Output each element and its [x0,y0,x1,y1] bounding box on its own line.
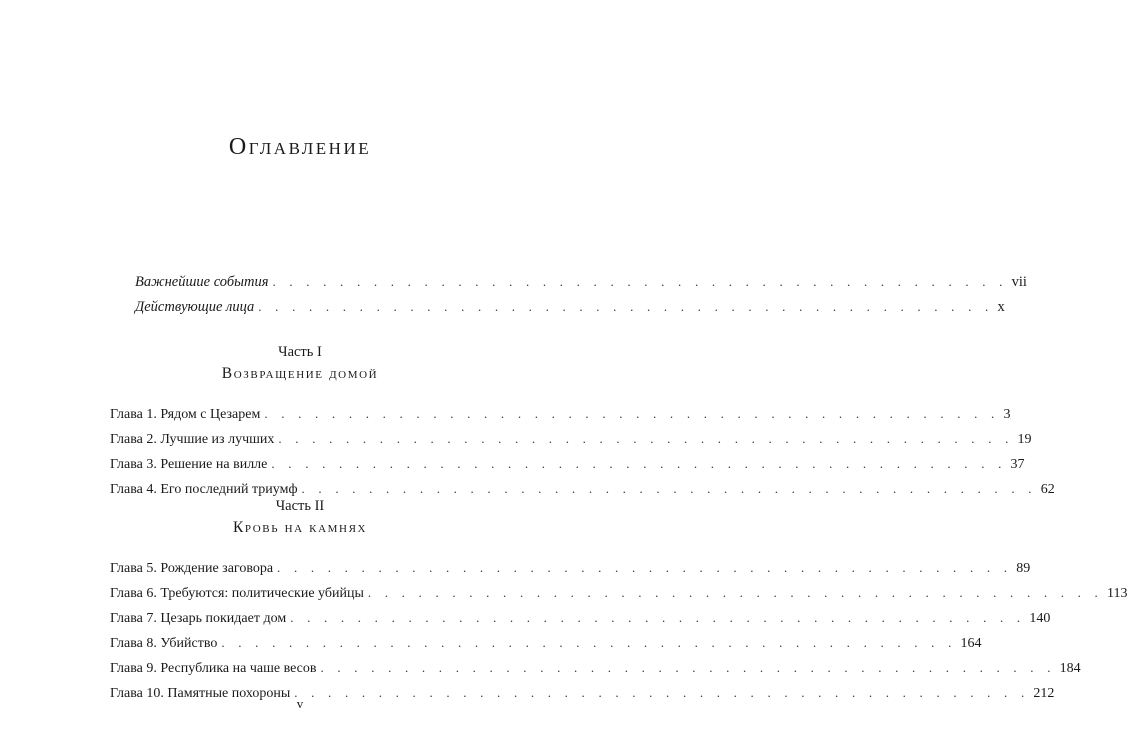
part-label: Часть II [275,498,325,514]
toc-entry [135,270,1027,295]
part-title: Кровь на камнях [232,519,368,536]
toc-entry [110,402,1011,427]
dot-leader: . . . . . . . . . . . . . . . . . . . . . . . . . . . . . . . . . . . . . . . . . . . . [290,610,1026,625]
toc-entry [135,295,1005,320]
toc-entry-label: Глава 2. Лучшие из лучших [110,432,275,447]
toc-entry-page: 89 [1016,561,1031,576]
dot-leader: . . . . . . . . . . . . . . . . . . . . . . . . . . . . . . . . . . . . . . . . . . . . [294,685,1030,700]
toc-entry-label: Глава 10. Памятные похороны [110,686,291,701]
dot-leader: . . . . . . . . . . . . . . . . . . . . . . . . . . . . . . . . . . . . . . . . . . . . [367,585,1104,600]
toc-entry-page: 62 [1040,482,1055,497]
toc-entry [110,427,1032,452]
toc-entry [110,581,1128,606]
toc-entry [110,656,1081,681]
chapter-list [110,556,1128,706]
toc-entry [110,556,1031,581]
toc-entry-label: Глава 7. Цезарь покидает дом [110,611,287,626]
dot-leader: . . . . . . . . . . . . . . . . . . . . . . . . . . . . . . . . . . . . . . . . . . . . [277,560,1013,575]
part-title: Возвращение домой [221,365,379,382]
toc-entry-label: Действующие лица [135,298,255,315]
toc-entry-page: 37 [1010,457,1025,472]
toc-entry-label: Глава 3. Решение на вилле [110,457,268,472]
front-matter-list [135,270,1027,319]
dot-leader: . . . . . . . . . . . . . . . . . . . . . . . . . . . . . . . . . . . . . . . . . . . . [258,298,994,314]
toc-entry-page: 19 [1017,432,1032,447]
dot-leader: . . . . . . . . . . . . . . . . . . . . . . . . . . . . . . . . . . . . . . . . . . . . [320,660,1056,675]
toc-entry-label: Глава 5. Рождение заговора [110,561,274,576]
toc-entry-label: Глава 1. Рядом с Цезарем [110,407,261,422]
toc-entry-label: Глава 6. Требуются: политические убийцы [110,586,364,601]
dot-leader: . . . . . . . . . . . . . . . . . . . . . . . . . . . . . . . . . . . . . . . . . . . . [301,481,1037,496]
toc-entry-page: 212 [1033,686,1055,701]
dot-leader: . . . . . . . . . . . . . . . . . . . . . . . . . . . . . . . . . . . . . . . . . . . . [221,635,957,650]
toc-entry-page: 184 [1059,661,1081,676]
part-two [110,496,1128,706]
dot-leader: . . . . . . . . . . . . . . . . . . . . . . . . . . . . . . . . . . . . . . . . . . . . [264,406,1000,421]
toc-entry [110,452,1025,477]
toc-entry-label: Важнейшие события [135,274,269,290]
toc-entry-label: Глава 4. Его последний триумф [110,482,298,497]
page-title: Оглавление [228,134,372,161]
dot-leader: . . . . . . . . . . . . . . . . . . . . . . . . . . . . . . . . . . . . . . . . . . . . [272,274,1008,289]
toc-entry-page: 140 [1029,611,1051,626]
toc-entry-page: 113 [1107,586,1128,601]
part-one [110,342,1055,502]
toc-entry-label: Глава 8. Убийство [110,636,218,651]
toc-entry-page: 3 [1003,407,1011,422]
chapter-list [110,402,1055,502]
toc-entry-label: Глава 9. Республика на чаше весов [110,661,317,676]
page-number: v [296,696,304,711]
dot-leader: . . . . . . . . . . . . . . . . . . . . . . . . . . . . . . . . . . . . . . . . . . . . [278,431,1014,446]
toc-entry-page: x [997,298,1005,315]
toc-entry-page: 164 [960,636,982,651]
toc-entry [110,606,1051,631]
toc-entry-page: vii [1011,274,1027,290]
toc-entry [110,631,982,656]
dot-leader: . . . . . . . . . . . . . . . . . . . . . . . . . . . . . . . . . . . . . . . . . . . . [271,456,1007,471]
part-label: Часть I [278,344,322,360]
